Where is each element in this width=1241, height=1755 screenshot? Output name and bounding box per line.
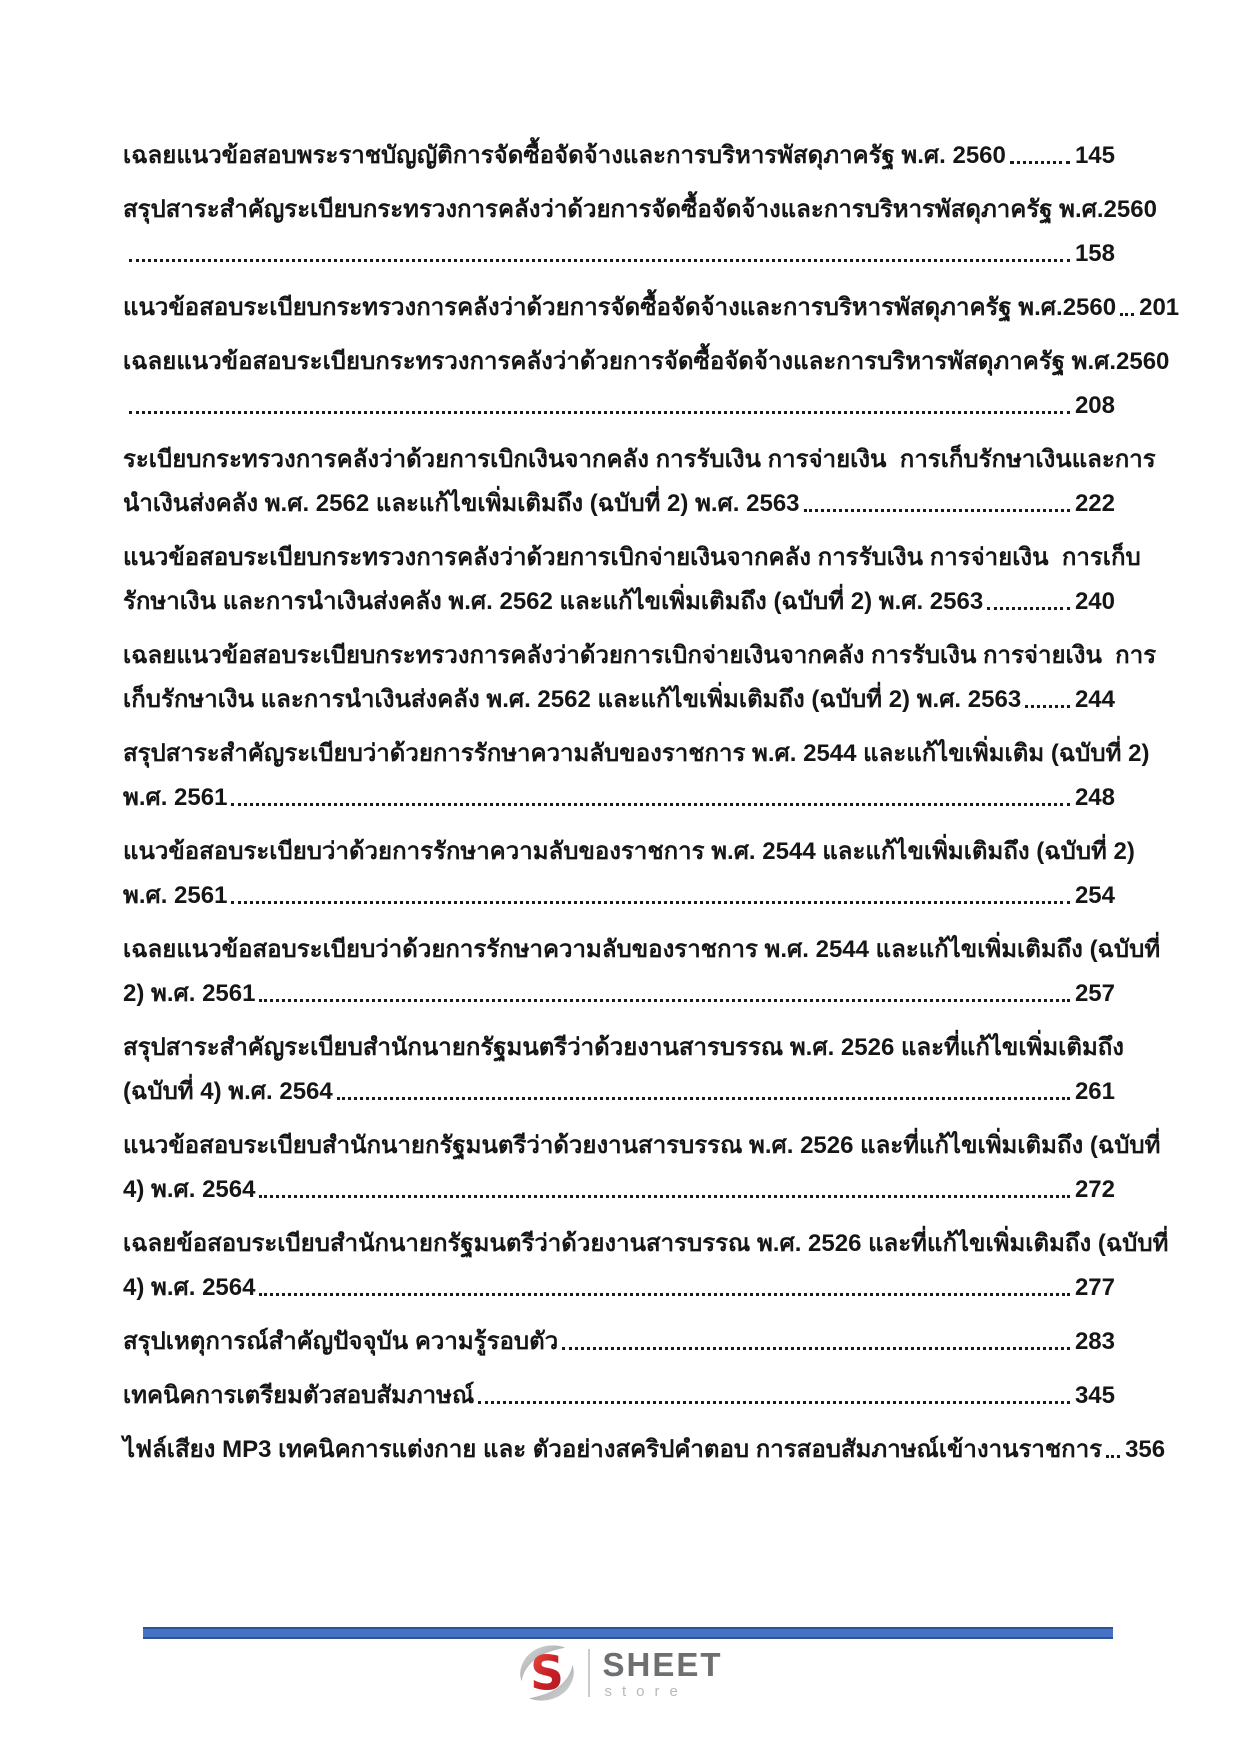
toc-entry-text: เฉลยแนวข้อสอบระเบียบกระทรวงการคลังว่าด้วยการเบิกจ่ายเงินจากคลัง การรับเงิน การจ่ายเงิน การ bbox=[123, 642, 1157, 670]
toc-entry bbox=[123, 924, 1161, 1012]
dot-leader bbox=[1010, 161, 1070, 164]
toc-page-number: 254 bbox=[1074, 882, 1115, 910]
toc-line bbox=[123, 576, 1115, 620]
sheet-store-s-icon bbox=[518, 1645, 576, 1701]
toc-page-number: 145 bbox=[1074, 142, 1115, 170]
toc-line bbox=[123, 1424, 1166, 1468]
toc-entry bbox=[123, 130, 1115, 174]
toc-entry bbox=[123, 336, 1170, 424]
toc-line bbox=[123, 826, 1135, 870]
brand-name: SHEET bbox=[602, 1645, 723, 1683]
dot-leader bbox=[1025, 705, 1070, 708]
toc-line bbox=[123, 870, 1115, 914]
toc-entry bbox=[123, 630, 1157, 718]
toc-line bbox=[123, 184, 1157, 228]
dot-leader bbox=[231, 901, 1070, 904]
toc-entry bbox=[123, 434, 1156, 522]
toc-entry-text: รักษาเงิน และการนำเงินส่งคลัง พ.ศ. 2562 และแก้ไขเพิ่มเติมถึง (ฉบับที่ 2) พ.ศ. 2563 bbox=[123, 588, 984, 616]
toc-entry-text: เฉลยแนวข้อสอบระเบียบว่าด้วยการรักษาความลับของราชการ พ.ศ. 2544 และแก้ไขเพิ่มเติมถึง (ฉบับที่ bbox=[123, 936, 1161, 964]
toc-line bbox=[123, 674, 1115, 718]
toc-line bbox=[123, 1066, 1115, 1110]
toc-entry bbox=[123, 1316, 1115, 1360]
toc-entry-text: เก็บรักษาเงิน และการนำเงินส่งคลัง พ.ศ. 2562 และแก้ไขเพิ่มเติมถึง (ฉบับที่ 2) พ.ศ. 2563 bbox=[123, 686, 1022, 714]
toc-entry-text: สรุปสาระสำคัญระเบียบว่าด้วยการรักษาความลับของราชการ พ.ศ. 2544 และแก้ไขเพิ่มเติม (ฉบับที่ 2) bbox=[123, 740, 1150, 768]
toc-entry-text: แนวข้อสอบระเบียบกระทรวงการคลังว่าด้วยการจัดซื้อจัดจ้างและการบริหารพัสดุภาครัฐ พ.ศ.2560 bbox=[123, 294, 1117, 322]
dot-leader bbox=[478, 1401, 1070, 1404]
toc-entry bbox=[123, 184, 1157, 272]
toc-page-number: 283 bbox=[1074, 1328, 1115, 1356]
toc-line bbox=[123, 1218, 1169, 1262]
toc-entry bbox=[123, 826, 1135, 914]
toc-entry bbox=[123, 532, 1141, 620]
dot-leader bbox=[259, 1293, 1069, 1296]
dot-leader bbox=[129, 259, 1070, 262]
toc-entry bbox=[123, 1424, 1166, 1468]
toc-line bbox=[123, 434, 1156, 478]
toc-page-number: 240 bbox=[1074, 588, 1115, 616]
toc-page-number: 345 bbox=[1074, 1382, 1115, 1410]
dot-leader bbox=[1106, 1455, 1120, 1458]
logo-separator bbox=[588, 1649, 590, 1697]
toc-entry-text: พ.ศ. 2561 bbox=[123, 784, 228, 812]
toc-page-number: 222 bbox=[1074, 490, 1115, 518]
dot-leader bbox=[987, 607, 1070, 610]
toc-page-number: 261 bbox=[1074, 1078, 1115, 1106]
dot-leader bbox=[337, 1097, 1070, 1100]
toc-page-number: 208 bbox=[1074, 392, 1115, 420]
toc-entry-text: แนวข้อสอบระเบียบกระทรวงการคลังว่าด้วยการเบิกจ่ายเงินจากคลัง การรับเงิน การจ่ายเงิน การเก็บ bbox=[123, 544, 1141, 572]
toc-page-number: 248 bbox=[1074, 784, 1115, 812]
brand-subtitle: store bbox=[604, 1682, 688, 1700]
toc-page-number: 158 bbox=[1074, 240, 1115, 268]
toc-entry-text bbox=[123, 268, 125, 272]
dot-leader bbox=[259, 1195, 1069, 1198]
toc-line bbox=[123, 968, 1115, 1012]
toc-entry-text: (ฉบับที่ 4) พ.ศ. 2564 bbox=[123, 1078, 333, 1106]
dot-leader bbox=[804, 509, 1070, 512]
toc-line bbox=[123, 228, 1115, 272]
toc-line bbox=[123, 1370, 1115, 1414]
toc-entry-text: แนวข้อสอบระเบียบสำนักนายกรัฐมนตรีว่าด้วยงานสารบรรณ พ.ศ. 2526 และที่แก้ไขเพิ่มเติมถึง (ฉบับที่ bbox=[123, 1132, 1161, 1160]
toc-entry-text: สรุปสาระสำคัญระเบียบกระทรวงการคลังว่าด้วยการจัดซื้อจัดจ้างและการบริหารพัสดุภาครัฐ พ.ศ.2560 bbox=[123, 196, 1157, 224]
toc-entry-text: 4) พ.ศ. 2564 bbox=[123, 1176, 256, 1204]
dot-leader bbox=[129, 411, 1070, 414]
toc-page-number: 201 bbox=[1139, 294, 1180, 322]
toc-line bbox=[123, 1164, 1115, 1208]
toc-entry-text: เทคนิคการเตรียมตัวสอบสัมภาษณ์ bbox=[123, 1382, 475, 1410]
toc-entry-text: พ.ศ. 2561 bbox=[123, 882, 228, 910]
toc-entry-text: เฉลยแนวข้อสอบพระราชบัญญัติการจัดซื้อจัดจ้างและการบริหารพัสดุภาครัฐ พ.ศ. 2560 bbox=[123, 142, 1006, 170]
toc-line bbox=[123, 336, 1170, 380]
toc-entry bbox=[123, 728, 1150, 816]
toc-page-number: 272 bbox=[1074, 1176, 1115, 1204]
toc-line bbox=[123, 1262, 1115, 1306]
toc-entry bbox=[123, 1370, 1115, 1414]
dot-leader bbox=[562, 1347, 1070, 1350]
toc-entry-text: เฉลยข้อสอบระเบียบสำนักนายกรัฐมนตรีว่าด้วยงานสารบรรณ พ.ศ. 2526 และที่แก้ไขเพิ่มเติมถึง (ฉบับที่ bbox=[123, 1230, 1169, 1258]
toc-line bbox=[123, 1022, 1125, 1066]
toc-page-number: 257 bbox=[1074, 980, 1115, 1008]
toc-line bbox=[123, 478, 1115, 522]
svg-text:S: S bbox=[530, 1646, 565, 1701]
toc-entry-text: 4) พ.ศ. 2564 bbox=[123, 1274, 256, 1302]
toc-page-number: 277 bbox=[1074, 1274, 1115, 1302]
toc-entry-text: แนวข้อสอบระเบียบว่าด้วยการรักษาความลับของราชการ พ.ศ. 2544 และแก้ไขเพิ่มเติมถึง (ฉบับที่ 2) bbox=[123, 838, 1135, 866]
dot-leader bbox=[231, 803, 1070, 806]
toc-line bbox=[123, 1316, 1115, 1360]
toc bbox=[123, 130, 1180, 1478]
toc-entry-text: สรุปสาระสำคัญระเบียบสำนักนายกรัฐมนตรีว่าด้วยงานสารบรรณ พ.ศ. 2526 และที่แก้ไขเพิ่มเติมถึง bbox=[123, 1034, 1125, 1062]
toc-entry-text: ระเบียบกระทรวงการคลังว่าด้วยการเบิกเงินจากคลัง การรับเงิน การจ่ายเงิน การเก็บรักษาเงินและการ bbox=[123, 446, 1156, 474]
toc-entry-text: 2) พ.ศ. 2561 bbox=[123, 980, 256, 1008]
footer-divider-bar bbox=[143, 1627, 1113, 1639]
sheet-store-logo bbox=[0, 1645, 1241, 1701]
toc-entry bbox=[123, 282, 1180, 326]
toc-line bbox=[123, 130, 1115, 174]
toc-entry-text: ไฟล์เสียง MP3 เทคนิคการแต่งกาย และ ตัวอย่างสคริปคำตอบ การสอบสัมภาษณ์เข้างานราชการ bbox=[123, 1436, 1103, 1464]
dot-leader bbox=[1120, 313, 1134, 316]
toc-entry-text: เฉลยแนวข้อสอบระเบียบกระทรวงการคลังว่าด้วยการจัดซื้อจัดจ้างและการบริหารพัสดุภาครัฐ พ.ศ.2560 bbox=[123, 348, 1170, 376]
toc-line bbox=[123, 772, 1115, 816]
toc-line bbox=[123, 532, 1141, 576]
toc-line bbox=[123, 380, 1115, 424]
toc-line bbox=[123, 282, 1180, 326]
toc-entry-text: นำเงินส่งคลัง พ.ศ. 2562 และแก้ไขเพิ่มเติมถึง (ฉบับที่ 2) พ.ศ. 2563 bbox=[123, 490, 800, 518]
toc-line bbox=[123, 728, 1150, 772]
toc-page-number: 356 bbox=[1125, 1436, 1166, 1464]
toc-line bbox=[123, 630, 1157, 674]
toc-page-number: 244 bbox=[1074, 686, 1115, 714]
toc-entry bbox=[123, 1022, 1125, 1110]
toc-line bbox=[123, 924, 1161, 968]
toc-line bbox=[123, 1120, 1161, 1164]
toc-entry-text: สรุปเหตุการณ์สำคัญปัจจุบัน ความรู้รอบตัว bbox=[123, 1328, 559, 1356]
toc-entry bbox=[123, 1120, 1161, 1208]
toc-entry bbox=[123, 1218, 1169, 1306]
dot-leader bbox=[259, 999, 1069, 1002]
toc-entry-text bbox=[123, 420, 125, 424]
